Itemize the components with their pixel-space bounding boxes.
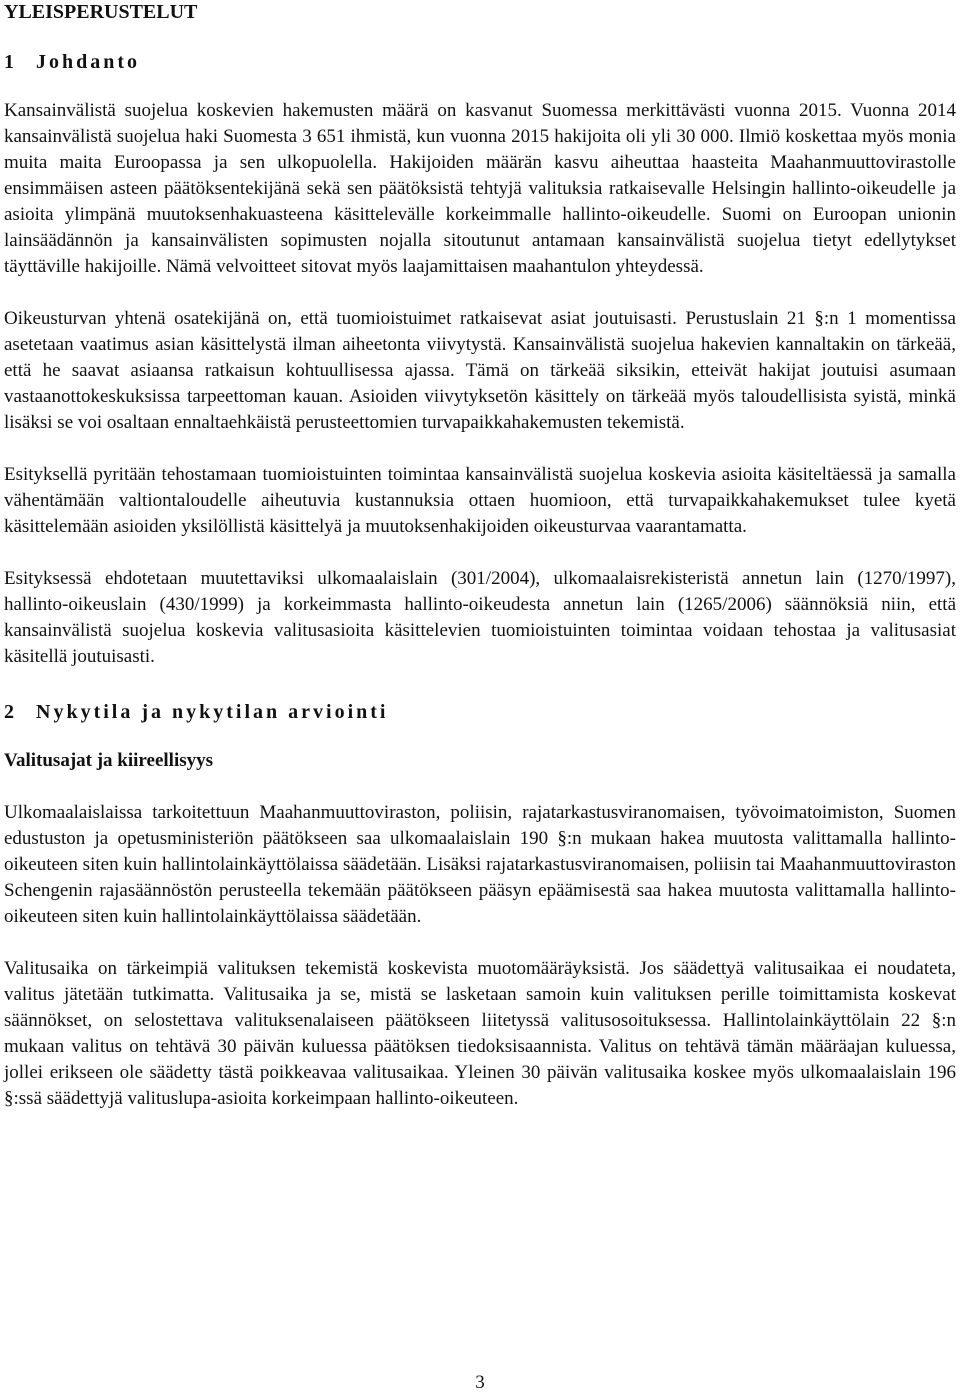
section-number: 1 xyxy=(4,51,14,73)
paragraph: Ulkomaalaislaissa tarkoitettuun Maahanmuuttoviraston, poliisin, rajatarkastusviranomaisen, työvoimatoimiston, Suomen edustuston ja opetusministeriön päätökseen saa ulkomaalaislain 190 §:n mukaan hakea muutosta valittamalla hallinto-oikeuteen siten kuin hallintolainkäyttölaissa säädetään. Lisäksi rajatarkastusviranomaisen, poliisin tai Maahanmuuttoviraston Schengenin rajasäännöstön perusteella tekemään päätökseen pääsyn epäämisestä saa hakea muutosta valittamalla hallinto-oikeuteen siten kuin hallintolainkäyttölaissa säädetään. xyxy=(4,802,956,927)
section-title: Nykytila ja nykytilan arviointi xyxy=(36,701,389,723)
section-heading-introduction xyxy=(4,50,956,74)
document-page xyxy=(4,0,956,1112)
section-number: 2 xyxy=(4,701,14,723)
section-title: Johdanto xyxy=(36,51,141,73)
paragraph: Esityksessä ehdotetaan muutettaviksi ulkomaalaislain (301/2004), ulkomaalaisrekisteristä annetun lain (1270/1997), hallinto-oikeuslain (430/1999) ja korkeimmasta hallinto-oikeudesta annetun lain (1265/2006) säännöksiä niin, että kansainvälistä suojelua koskevia valitusasioita käsittelevien tuomioistuinten toimintaa voidaan tehostaa ja valitusasiat käsitellä joutuisasti. xyxy=(4,568,956,667)
subsection-heading: Valitusajat ja kiireellisyys xyxy=(4,750,214,771)
paragraph: Esityksellä pyritään tehostamaan tuomioistuinten toimintaa kansainvälistä suojelua koskevia asioita käsiteltäessä ja samalla vähentämään valtiontaloudelle aiheutuvia kustannuksia ottaen huomioon, että turvapaikkahakemukset tulee kyetä käsittelemään asioiden yksilöllistä käsittelyä ja muutoksenhakijoiden oikeusturvaa vaarantamatta. xyxy=(4,464,956,537)
section-heading-current-state xyxy=(4,700,956,724)
page-number: 3 xyxy=(475,1372,485,1393)
document-title: YLEISPERUSTELUT xyxy=(4,1,198,23)
paragraph: Kansainvälistä suojelua koskevien hakemusten määrä on kasvanut Suomessa merkittävästi vuonna 2015. Vuonna 2014 kansainvälistä suojelua haki Suomesta 3 651 ihmistä, kun vuonna 2015 hakijoita oli yli 30 000. Ilmiö koskettaa myös monia muita maita Euroopassa ja sen ulkopuolella. Hakijoiden määrän kasvu aiheuttaa haasteita Maahanmuuttovirastolle ensimmäisen asteen päätöksentekijänä sekä sen päätöksistä tehtyjä valituksia ratkaisevalle Helsingin hallinto-oikeudelle ja asioita ylimpänä muutoksenhakuasteena käsittelevälle korkeimmalle hallinto-oikeudelle. Suomi on Euroopan unionin lainsäädännön ja kansainvälisten sopimusten nojalla sitoutunut antamaan kansainvälistä suojelua tietyt edellytykset täyttäville hakijoille. Nämä velvoitteet sitovat myös laajamittaisen maahantulon yhteydessä. xyxy=(4,100,956,277)
paragraph: Oikeusturvan yhtenä osatekijänä on, että tuomioistuimet ratkaisevat asiat joutuisasti. Perustuslain 21 §:n 1 momentissa asetetaan vaatimus asian käsittelystä ilman aiheetonta viivytystä. Kansainvälistä suojelua hakevien kannaltakin on tärkeää, että he saavat asiaansa ratkaisun kohtuullisessa ajassa. Tämä on tärkeää siksikin, etteivät hakijat joutuisi asumaan vastaanottokeskuksissa tarpeettoman kauan. Asioiden viivytyksetön käsittely on tärkeää myös taloudellisista syistä, minkä lisäksi se voi osaltaan ennaltaehkäistä perusteettomien turvapaikkahakemusten tekemistä. xyxy=(4,308,956,433)
paragraph: Valitusaika on tärkeimpiä valituksen tekemistä koskevista muotomääräyksistä. Jos säädettyä valitusaikaa ei noudateta, valitus jätetään tutkimatta. Valitusaika ja se, mistä se lasketaan samoin kuin valituksen perille toimittamista koskevat säännökset, on selostettava valituksenalaiseen päätökseen liitetyssä valitusosoituksessa. Hallintolainkäyttölain 22 §:n mukaan valitus on tehtävä 30 päivän kuluessa päätöksen tiedoksisaannista. Valitus on tehtävä tämän määräajan kuluessa, jollei erikseen ole säädetty tästä poikkeavaa valitusaikaa. Yleinen 30 päivän valitusaika koskee myös ulkomaalaislain 196 §:ssä säädettyjä valituslupa-asioita korkeimpaan hallinto-oikeuteen. xyxy=(4,958,956,1109)
